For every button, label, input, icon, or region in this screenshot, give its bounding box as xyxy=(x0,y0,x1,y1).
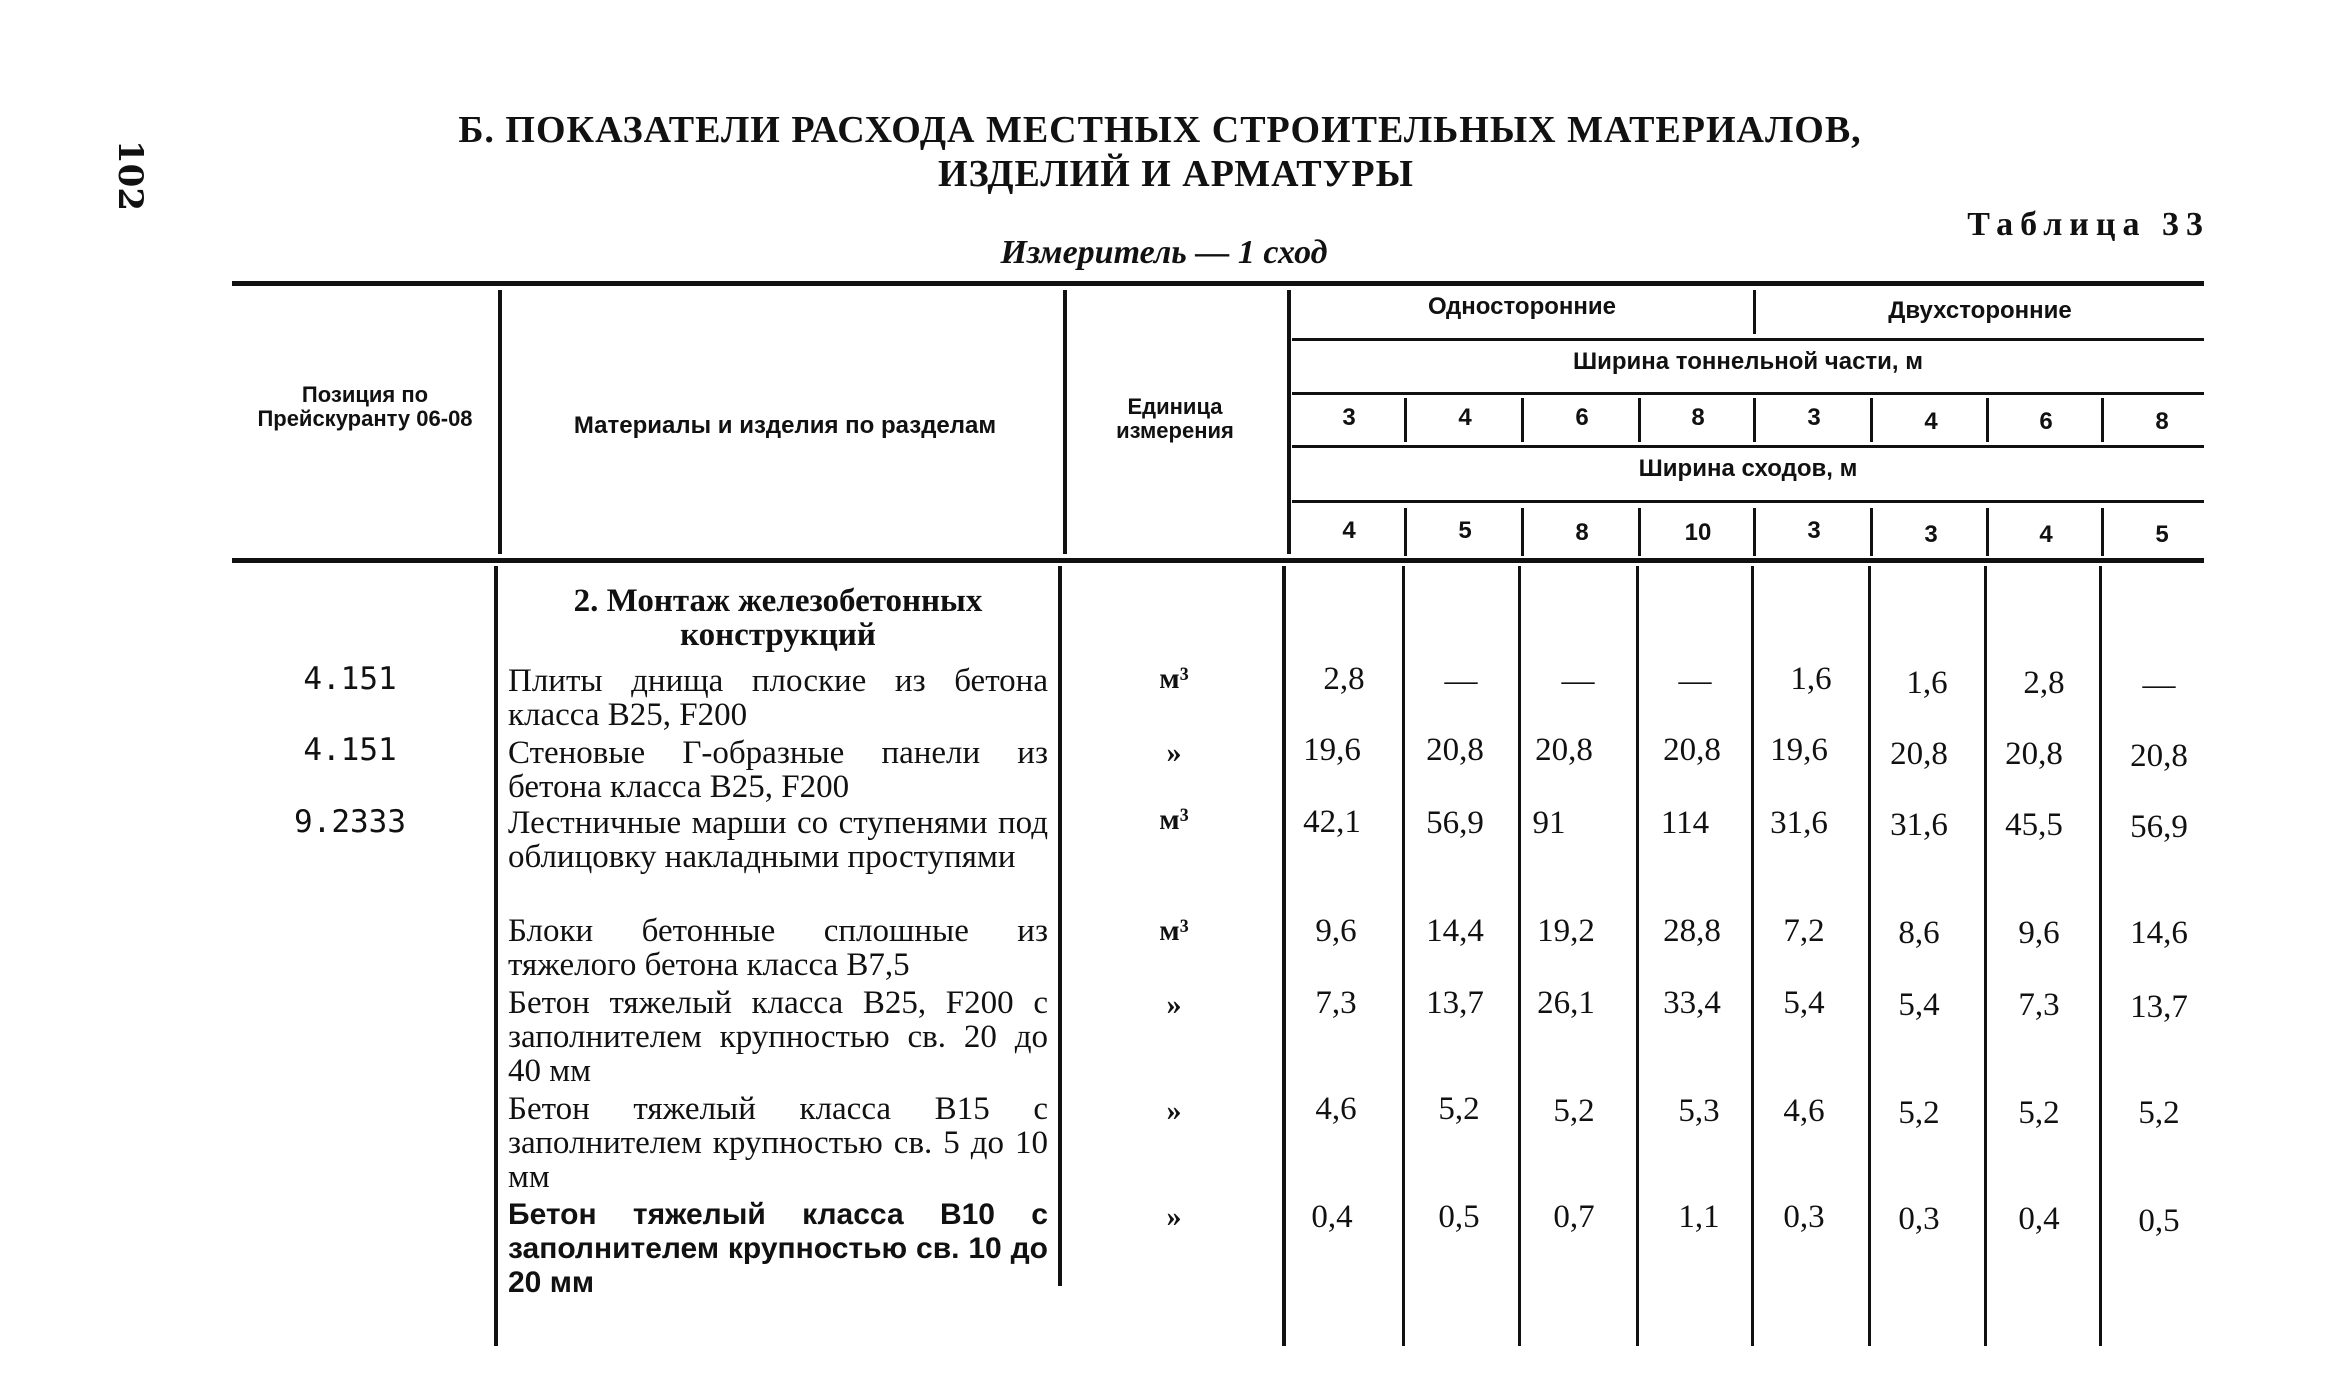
row-4-value-4: 28,8 xyxy=(1663,913,1721,949)
row-7-material: Бетон тяжелый класса В10 с заполнителем крупностью св. 10 до 20 мм xyxy=(508,1198,1048,1299)
row-2-value-6: 20,8 xyxy=(1890,736,1948,772)
tunnel-width-7: 6 xyxy=(2039,408,2053,435)
row-6-value-3: 5,2 xyxy=(1553,1093,1595,1129)
row-1-position: 4.151 xyxy=(303,661,397,697)
row-6-value-5: 4,6 xyxy=(1783,1093,1825,1129)
row-4-value-1: 9,6 xyxy=(1315,913,1357,949)
tunnel-width-6: 4 xyxy=(1924,408,1938,435)
row-3-material: Лестничные марши со ступенями под облицовку накладными проступями xyxy=(508,805,1048,875)
row-1-value-8: — xyxy=(2142,667,2176,703)
row-1-value-5: 1,6 xyxy=(1790,661,1832,697)
col-rule-position xyxy=(498,290,502,554)
header-rule-tunnel-values xyxy=(1292,445,2204,448)
header-bottom-rule xyxy=(232,558,2204,563)
row-2-value-7: 20,8 xyxy=(2005,736,2063,772)
row-1-value-3: — xyxy=(1561,663,1595,699)
header-stair-width: Ширина сходов, м xyxy=(1638,455,1858,482)
stair-width-2: 5 xyxy=(1458,517,1472,544)
page-number: 102 xyxy=(110,140,150,211)
row-7-value-5: 0,3 xyxy=(1783,1199,1825,1235)
stair-width-4: 10 xyxy=(1684,519,1712,546)
tunnel-width-8: 8 xyxy=(2155,408,2169,435)
row-3-value-6: 31,6 xyxy=(1890,807,1948,843)
tunnel-width-1: 3 xyxy=(1342,404,1356,431)
header-rule-tunnel-label xyxy=(1292,392,2204,395)
row-3-value-2: 56,9 xyxy=(1426,805,1484,841)
row-7-value-7: 0,4 xyxy=(2018,1201,2060,1237)
row-6-value-1: 4,6 xyxy=(1315,1091,1357,1127)
row-1-material: Плиты днища плоские из бетона класса В25, F200 xyxy=(508,663,1048,733)
row-4-value-3: 19,2 xyxy=(1537,913,1595,949)
row-5-value-7: 7,3 xyxy=(2018,987,2060,1023)
stair-width-1: 4 xyxy=(1342,517,1356,544)
row-6-value-6: 5,2 xyxy=(1898,1095,1940,1131)
row-4-value-2: 14,4 xyxy=(1426,913,1484,949)
row-1-value-6: 1,6 xyxy=(1906,665,1948,701)
row-6-unit: » xyxy=(1166,1094,1182,1127)
stair-width-7: 4 xyxy=(2039,521,2053,548)
row-2-value-5: 19,6 xyxy=(1770,732,1828,768)
row-7-value-4: 1,1 xyxy=(1678,1199,1720,1235)
row-5-value-3: 26,1 xyxy=(1537,985,1595,1021)
col-rule-materials-body xyxy=(1058,566,1062,1286)
row-2-value-1: 19,6 xyxy=(1303,732,1361,768)
row-7-value-8: 0,5 xyxy=(2138,1203,2180,1239)
tunnel-width-5: 3 xyxy=(1807,404,1821,431)
row-2-value-2: 20,8 xyxy=(1426,732,1484,768)
row-6-value-8: 5,2 xyxy=(2138,1095,2180,1131)
tunnel-width-2: 4 xyxy=(1458,404,1472,431)
row-5-value-5: 5,4 xyxy=(1783,985,1825,1021)
row-4-value-5: 7,2 xyxy=(1783,913,1825,949)
row-3-value-1: 42,1 xyxy=(1303,804,1361,840)
stair-width-3: 8 xyxy=(1575,519,1589,546)
header-unit: Единица измерения xyxy=(1116,394,1234,443)
row-7-value-3: 0,7 xyxy=(1553,1199,1595,1235)
row-2-value-8: 20,8 xyxy=(2130,738,2188,774)
header-position: Позиция по Прейскуранту 06-08 xyxy=(257,382,473,431)
row-2-unit: » xyxy=(1166,736,1182,769)
row-6-material: Бетон тяжелый класса В15 с заполнителем крупностью св. 5 до 10 мм xyxy=(508,1091,1048,1195)
row-4-value-7: 9,6 xyxy=(2018,915,2060,951)
row-4-value-6: 8,6 xyxy=(1898,915,1940,951)
document-title-line-2: ИЗДЕЛИЙ И АРМАТУРЫ xyxy=(938,153,1414,195)
stair-width-6: 3 xyxy=(1924,521,1938,548)
row-7-value-1: 0,4 xyxy=(1311,1199,1353,1235)
table-label: Таблица 33 xyxy=(1967,206,2210,243)
row-3-unit: м³ xyxy=(1159,803,1189,836)
header-group-one-sided: Односторонние xyxy=(1427,293,1616,320)
row-3-value-4: 114 xyxy=(1660,805,1710,841)
tunnel-width-3: 6 xyxy=(1575,404,1589,431)
row-4-material: Блоки бетонные сплошные из тяжелого бетона класса В7,5 xyxy=(508,913,1048,983)
row-5-material: Бетон тяжелый класса В25, F200 с заполнителем крупностью св. 20 до 40 мм xyxy=(508,985,1048,1089)
row-1-value-2: — xyxy=(1444,663,1478,699)
row-3-value-8: 56,9 xyxy=(2130,809,2188,845)
header-tunnel-width: Ширина тоннельной части, м xyxy=(1572,348,1924,375)
row-5-value-4: 33,4 xyxy=(1663,985,1721,1021)
row-2-value-3: 20,8 xyxy=(1535,732,1593,768)
row-6-value-7: 5,2 xyxy=(2018,1095,2060,1131)
row-3-value-5: 31,6 xyxy=(1770,805,1828,841)
stair-width-5: 3 xyxy=(1807,517,1821,544)
stair-width-8: 5 xyxy=(2155,521,2169,548)
header-rule-stair-label xyxy=(1292,500,2204,503)
row-2-material: Стеновые Г-образные панели из бетона класса В25, F200 xyxy=(508,735,1048,805)
row-5-value-2: 13,7 xyxy=(1426,985,1484,1021)
row-7-value-2: 0,5 xyxy=(1438,1199,1480,1235)
row-1-value-4: — xyxy=(1678,663,1712,699)
row-5-value-1: 7,3 xyxy=(1315,985,1357,1021)
row-1-unit: м³ xyxy=(1159,662,1189,695)
row-7-unit: » xyxy=(1166,1200,1182,1233)
row-1-value-7: 2,8 xyxy=(2023,665,2065,701)
row-5-value-6: 5,4 xyxy=(1898,987,1940,1023)
measure-label: Измеритель — 1 сход xyxy=(1000,234,1328,271)
row-6-value-4: 5,3 xyxy=(1678,1093,1720,1129)
row-5-unit: » xyxy=(1166,988,1182,1021)
col-rule-materials xyxy=(1063,290,1067,554)
row-3-value-3: 91 xyxy=(1532,805,1566,841)
section-heading: 2. Монтаж железобетонных конструкций xyxy=(573,583,983,653)
row-1-value-1: 2,8 xyxy=(1323,661,1365,697)
row-5-value-8: 13,7 xyxy=(2130,989,2188,1025)
header-rule-group xyxy=(1292,338,2204,341)
row-3-position: 9.2333 xyxy=(294,804,406,840)
header-group-two-sided: Двухсторонние xyxy=(1888,297,2072,324)
row-4-unit: м³ xyxy=(1159,914,1189,947)
row-2-position: 4.151 xyxy=(303,732,397,768)
row-7-value-6: 0,3 xyxy=(1898,1201,1940,1237)
document-title-line-1: Б. ПОКАЗАТЕЛИ РАСХОДА МЕСТНЫХ СТРОИТЕЛЬНЫХ МАТЕРИАЛОВ, xyxy=(458,109,1862,151)
row-4-value-8: 14,6 xyxy=(2130,915,2188,951)
row-2-value-4: 20,8 xyxy=(1663,732,1721,768)
row-6-value-2: 5,2 xyxy=(1438,1091,1480,1127)
tunnel-width-4: 8 xyxy=(1691,404,1705,431)
row-3-value-7: 45,5 xyxy=(2005,807,2063,843)
table-top-rule xyxy=(232,281,2204,286)
header-materials: Материалы и изделия по разделам xyxy=(573,412,997,439)
